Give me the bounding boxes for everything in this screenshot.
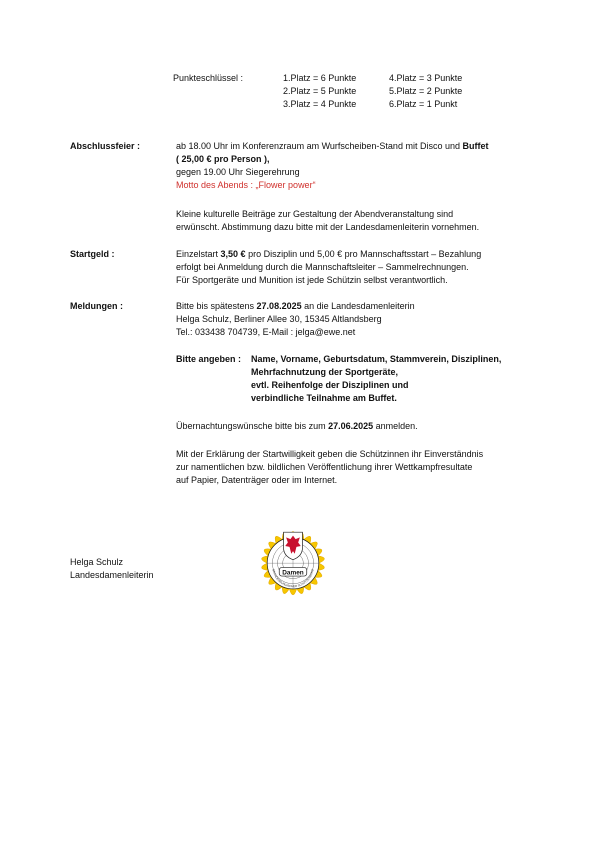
text-segment: Übernachtungswünsche bitte bis zum <box>176 421 329 431</box>
bitte-item: Name, Vorname, Geburtsdatum, Stammverein, Disziplinen, <box>251 354 502 364</box>
price-bold: 3,50 € <box>220 249 246 259</box>
text-segment: Bitte bis spätestens <box>176 301 257 311</box>
points-item: 1.Platz = 6 Punkte <box>283 73 357 83</box>
abschlussfeier-siegerehrung: gegen 19.00 Uhr Siegerehrung <box>176 167 300 177</box>
points-item: 4.Platz = 3 Punkte <box>389 73 463 83</box>
startgeld-line-2: erfolgt bei Anmeldung durch die Mannschaftsleiter – Sammelrechnungen. <box>176 262 469 272</box>
bitte-item: evtl. Reihenfolge der Disziplinen und <box>251 380 409 390</box>
paragraph-line: Mit der Erklärung der Startwilligkeit geben die Schützinnen ihr Einverständnis <box>176 449 484 459</box>
startgeld-text <box>176 248 481 287</box>
text-segment: Einzelstart <box>176 249 221 259</box>
damen-sun-logo <box>250 515 336 601</box>
abschlussfeier-paragraph <box>176 208 479 234</box>
text-segment: pro Disziplin und 5,00 € pro Mannschaftsstart – Bezahlung <box>245 249 482 259</box>
erklaerung-paragraph <box>176 448 483 487</box>
punkteschluessel-label: Punkteschlüssel : <box>173 73 244 83</box>
signature-title: Landesdamenleiterin <box>70 570 154 580</box>
points-column-2 <box>389 72 462 111</box>
meldungen-text <box>176 300 415 339</box>
deadline-bold: 27.08.2025 <box>256 301 302 311</box>
points-item: 3.Platz = 4 Punkte <box>283 99 357 109</box>
points-item: 6.Platz = 1 Punkt <box>389 99 458 109</box>
paragraph-line: Kleine kulturelle Beiträge zur Gestaltung der Abendveranstaltung sind <box>176 209 454 219</box>
startgeld-line-3: Für Sportgeräte und Munition ist jede Schützin selbst verantwortlich. <box>176 275 448 285</box>
abschlussfeier-label: Abschlussfeier : <box>70 141 141 151</box>
uebernachtung-line <box>176 420 418 433</box>
logo-damen-text: Damen <box>282 569 304 577</box>
abschlussfeier-line-1 <box>176 140 488 153</box>
text-segment: anmelden. <box>373 421 418 431</box>
meldungen-label: Meldungen : <box>70 301 123 311</box>
abschlussfeier-price: ( 25,00 € pro Person ), <box>176 154 270 164</box>
address-line: Helga Schulz, Berliner Allee 30, 15345 Altlandsberg <box>176 314 382 324</box>
meldungen-line-1 <box>176 300 415 313</box>
buffet-bold: Buffet <box>462 141 489 151</box>
signature-block <box>70 556 154 582</box>
points-item: 5.Platz = 2 Punkte <box>389 86 463 96</box>
bitte-angeben-list <box>251 353 501 405</box>
paragraph-line: erwünscht. Abstimmung dazu bitte mit der Landesdamenleiterin vornehmen. <box>176 222 480 232</box>
startgeld-label: Startgeld : <box>70 249 115 259</box>
startgeld-line-1 <box>176 248 481 261</box>
logo-ring-textpath: BRANDENBURGISCHER SCHÜTZENBUND <box>271 568 315 589</box>
bitte-angeben-label: Bitte angeben : <box>176 354 242 364</box>
points-column-1 <box>283 72 356 111</box>
signature-name: Helga Schulz <box>70 557 124 567</box>
paragraph-line: zur namentlichen bzw. bildlichen Veröffentlichung ihrer Wettkampfresultate <box>176 462 473 472</box>
contact-line: Tel.: 033438 704739, E-Mail : jelga@ewe.net <box>176 327 356 337</box>
text-segment: ab 18.00 Uhr im Konferenzraum am Wurfscheiben-Stand mit Disco und <box>176 141 463 151</box>
bitte-item: verbindliche Teilnahme am Buffet. <box>251 393 397 403</box>
uebern-date-bold: 27.06.2025 <box>328 421 374 431</box>
motto-line: Motto des Abends : „Flower power“ <box>176 180 316 190</box>
abschlussfeier-text <box>176 140 488 192</box>
paragraph-line: auf Papier, Datenträger oder im Internet. <box>176 475 338 485</box>
bitte-item: Mehrfachnutzung der Sportgeräte, <box>251 367 399 377</box>
points-item: 2.Platz = 5 Punkte <box>283 86 357 96</box>
text-segment: an die Landesdamenleiterin <box>301 301 415 311</box>
